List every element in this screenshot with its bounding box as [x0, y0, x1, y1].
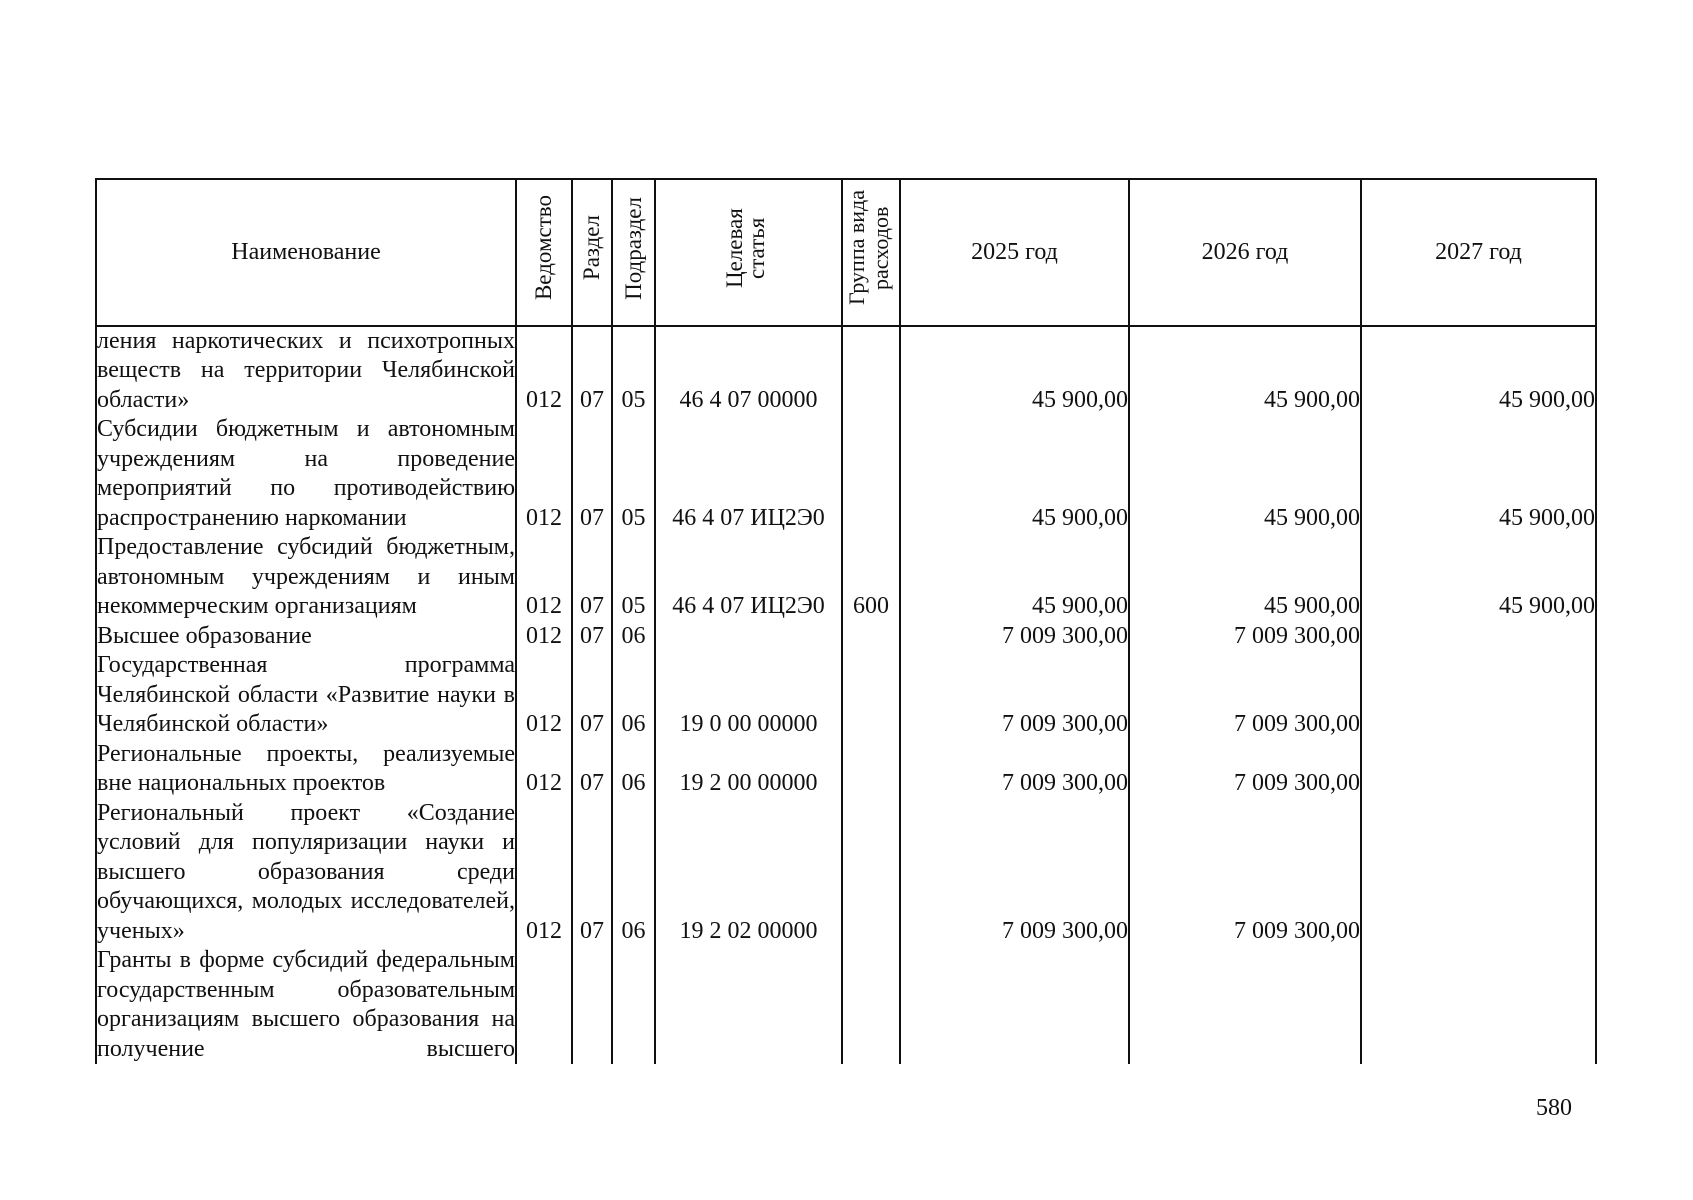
table-cell-celevaya [655, 622, 842, 652]
table-cell-vedomstvo: 012 [516, 740, 572, 799]
table-cell-2026 [1129, 946, 1361, 1064]
table-cell-2025: 7 009 300,00 [900, 622, 1129, 652]
table-cell-2025: 7 009 300,00 [900, 740, 1129, 799]
table-cell-celevaya: 46 4 07 ИЦ2Э0 [655, 415, 842, 533]
table-cell-2026: 45 900,00 [1129, 326, 1361, 416]
table-cell-2026: 7 009 300,00 [1129, 740, 1361, 799]
table-cell-2026: 45 900,00 [1129, 533, 1361, 622]
col-header-2025: 2025 год [900, 179, 1129, 326]
table-cell-celevaya [655, 946, 842, 1064]
table-cell-podrazdel: 06 [612, 622, 655, 652]
table-cell-2027 [1361, 622, 1596, 652]
table-cell-name: Субсидии бюджетным и автономным учреждениям на проведение мероприятий по противодействию распространению наркомании [96, 415, 516, 533]
table-cell-gruppa [842, 622, 900, 652]
table-cell-razdel: 07 [572, 622, 612, 652]
table-cell-razdel: 07 [572, 415, 612, 533]
table-cell-podrazdel [612, 946, 655, 1064]
col-header-vedomstvo: Ведомство [516, 179, 572, 326]
table-cell-2027 [1361, 740, 1596, 799]
col-header-podrazdel: Подраздел [612, 179, 655, 326]
table-row [96, 533, 1596, 622]
table-cell-gruppa: 600 [842, 533, 900, 622]
table-cell-razdel: 07 [572, 533, 612, 622]
table-cell-vedomstvo: 012 [516, 799, 572, 947]
table-cell-2025: 45 900,00 [900, 326, 1129, 416]
table-cell-2027: 45 900,00 [1361, 533, 1596, 622]
table-cell-gruppa [842, 946, 900, 1064]
table-cell-podrazdel: 06 [612, 740, 655, 799]
table-cell-2025: 7 009 300,00 [900, 651, 1129, 740]
table-cell-2026: 45 900,00 [1129, 415, 1361, 533]
table-cell-name: Региональный проект «Создание условий для популяризации науки и высшего образования среди обучающихся, молодых исследователей, ученых» [96, 799, 516, 947]
table-cell-name: Гранты в форме субсидий федеральным государственным образовательным организациям высшего образования на получение высшего [96, 946, 516, 1064]
table-cell-gruppa [842, 415, 900, 533]
table-cell-2025: 7 009 300,00 [900, 799, 1129, 947]
table-cell-name: Региональные проекты, реализуемые вне национальных проектов [96, 740, 516, 799]
page-number: 580 [1536, 1095, 1572, 1121]
col-header-2027: 2027 год [1361, 179, 1596, 326]
table-cell-podrazdel: 05 [612, 415, 655, 533]
table-cell-vedomstvo: 012 [516, 533, 572, 622]
table-cell-razdel [572, 946, 612, 1064]
table-cell-vedomstvo: 012 [516, 326, 572, 416]
table-row [96, 326, 1596, 416]
table-cell-celevaya: 19 2 02 00000 [655, 799, 842, 947]
table-row [96, 946, 1596, 1064]
table-row [96, 740, 1596, 799]
col-header-2026: 2026 год [1129, 179, 1361, 326]
table-cell-2026: 7 009 300,00 [1129, 622, 1361, 652]
table-cell-podrazdel: 05 [612, 533, 655, 622]
table-cell-razdel: 07 [572, 326, 612, 416]
table-row [96, 651, 1596, 740]
table-cell-2027 [1361, 946, 1596, 1064]
table-cell-gruppa [842, 799, 900, 947]
table-cell-celevaya: 19 0 00 00000 [655, 651, 842, 740]
table-cell-gruppa [842, 326, 900, 416]
table-cell-2025: 45 900,00 [900, 533, 1129, 622]
col-header-name: Наименование [96, 179, 516, 326]
table-row [96, 799, 1596, 947]
table-cell-name: ления наркотических и психотропных веществ на территории Челябинской области» [96, 326, 516, 416]
table-cell-2027: 45 900,00 [1361, 326, 1596, 416]
table-cell-razdel: 07 [572, 799, 612, 947]
table-cell-vedomstvo: 012 [516, 651, 572, 740]
table-cell-razdel: 07 [572, 740, 612, 799]
table-cell-celevaya: 46 4 07 00000 [655, 326, 842, 416]
table-cell-name: Государственная программа Челябинской области «Развитие науки в Челябинской области» [96, 651, 516, 740]
table-cell-name: Предоставление субсидий бюджетным, автономным учреждениям и иным некоммерческим организациям [96, 533, 516, 622]
col-header-gruppa: Группа вида расходов [842, 179, 900, 326]
table-cell-2026: 7 009 300,00 [1129, 799, 1361, 947]
table-cell-gruppa [842, 740, 900, 799]
table-cell-podrazdel: 06 [612, 651, 655, 740]
table-cell-vedomstvo: 012 [516, 415, 572, 533]
table-cell-2027 [1361, 651, 1596, 740]
table-cell-2026: 7 009 300,00 [1129, 651, 1361, 740]
col-header-celevaya: Целевая статья [655, 179, 842, 326]
table-cell-2027: 45 900,00 [1361, 415, 1596, 533]
table-row [96, 415, 1596, 533]
budget-table [95, 178, 1597, 1064]
table-cell-vedomstvo [516, 946, 572, 1064]
table-cell-podrazdel: 06 [612, 799, 655, 947]
table-cell-2025 [900, 946, 1129, 1064]
table-cell-celevaya: 46 4 07 ИЦ2Э0 [655, 533, 842, 622]
col-header-razdel: Раздел [572, 179, 612, 326]
table-cell-celevaya: 19 2 00 00000 [655, 740, 842, 799]
table-row [96, 622, 1596, 652]
table-cell-razdel: 07 [572, 651, 612, 740]
table-cell-gruppa [842, 651, 900, 740]
table-header-row [96, 179, 1596, 326]
table-cell-name: Высшее образование [96, 622, 516, 652]
table-cell-vedomstvo: 012 [516, 622, 572, 652]
table-cell-2027 [1361, 799, 1596, 947]
table-cell-2025: 45 900,00 [900, 415, 1129, 533]
table-cell-podrazdel: 05 [612, 326, 655, 416]
